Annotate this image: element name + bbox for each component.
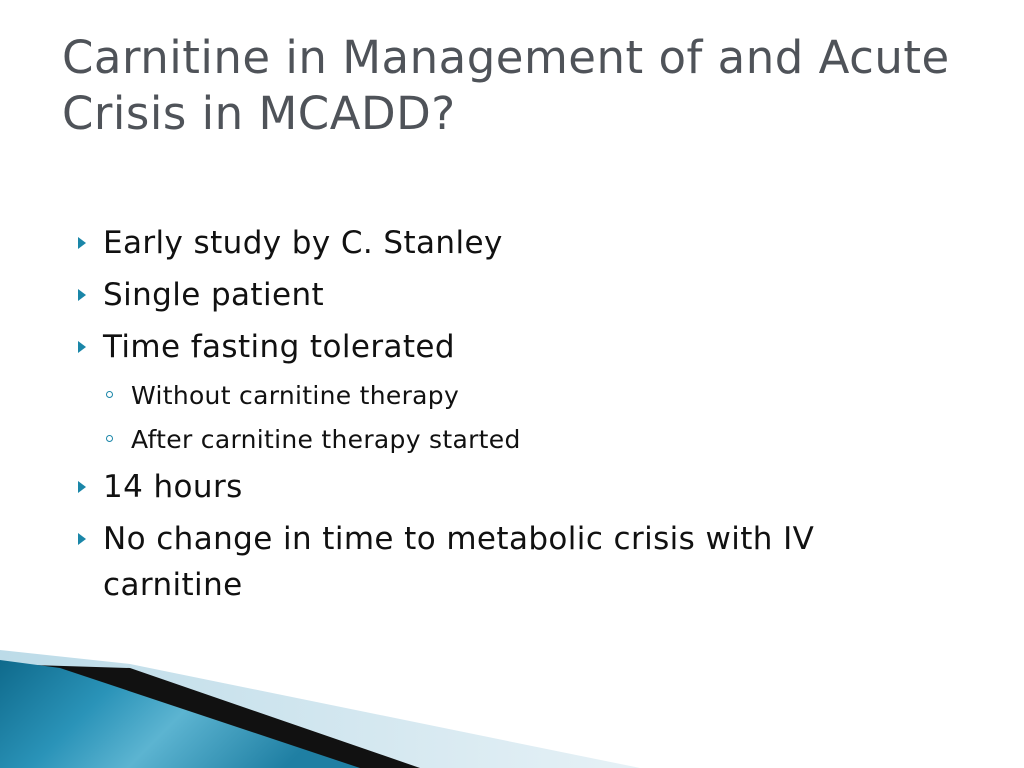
bullet-text: Time fasting tolerated — [103, 329, 455, 365]
bullet-text: Early study by C. Stanley — [103, 225, 503, 261]
sub-bullet-text: After carnitine therapy started — [131, 425, 521, 454]
bullet-text: Single patient — [103, 277, 325, 313]
bullet-text: No change in time to metabolic crisis with IV carnitine — [103, 521, 815, 603]
slide-title: Carnitine in Management of and Acute Crisis in MCADD? — [62, 31, 950, 140]
bullet-text: 14 hours — [103, 469, 243, 505]
sub-bullet-text: Without carnitine therapy — [131, 381, 460, 410]
